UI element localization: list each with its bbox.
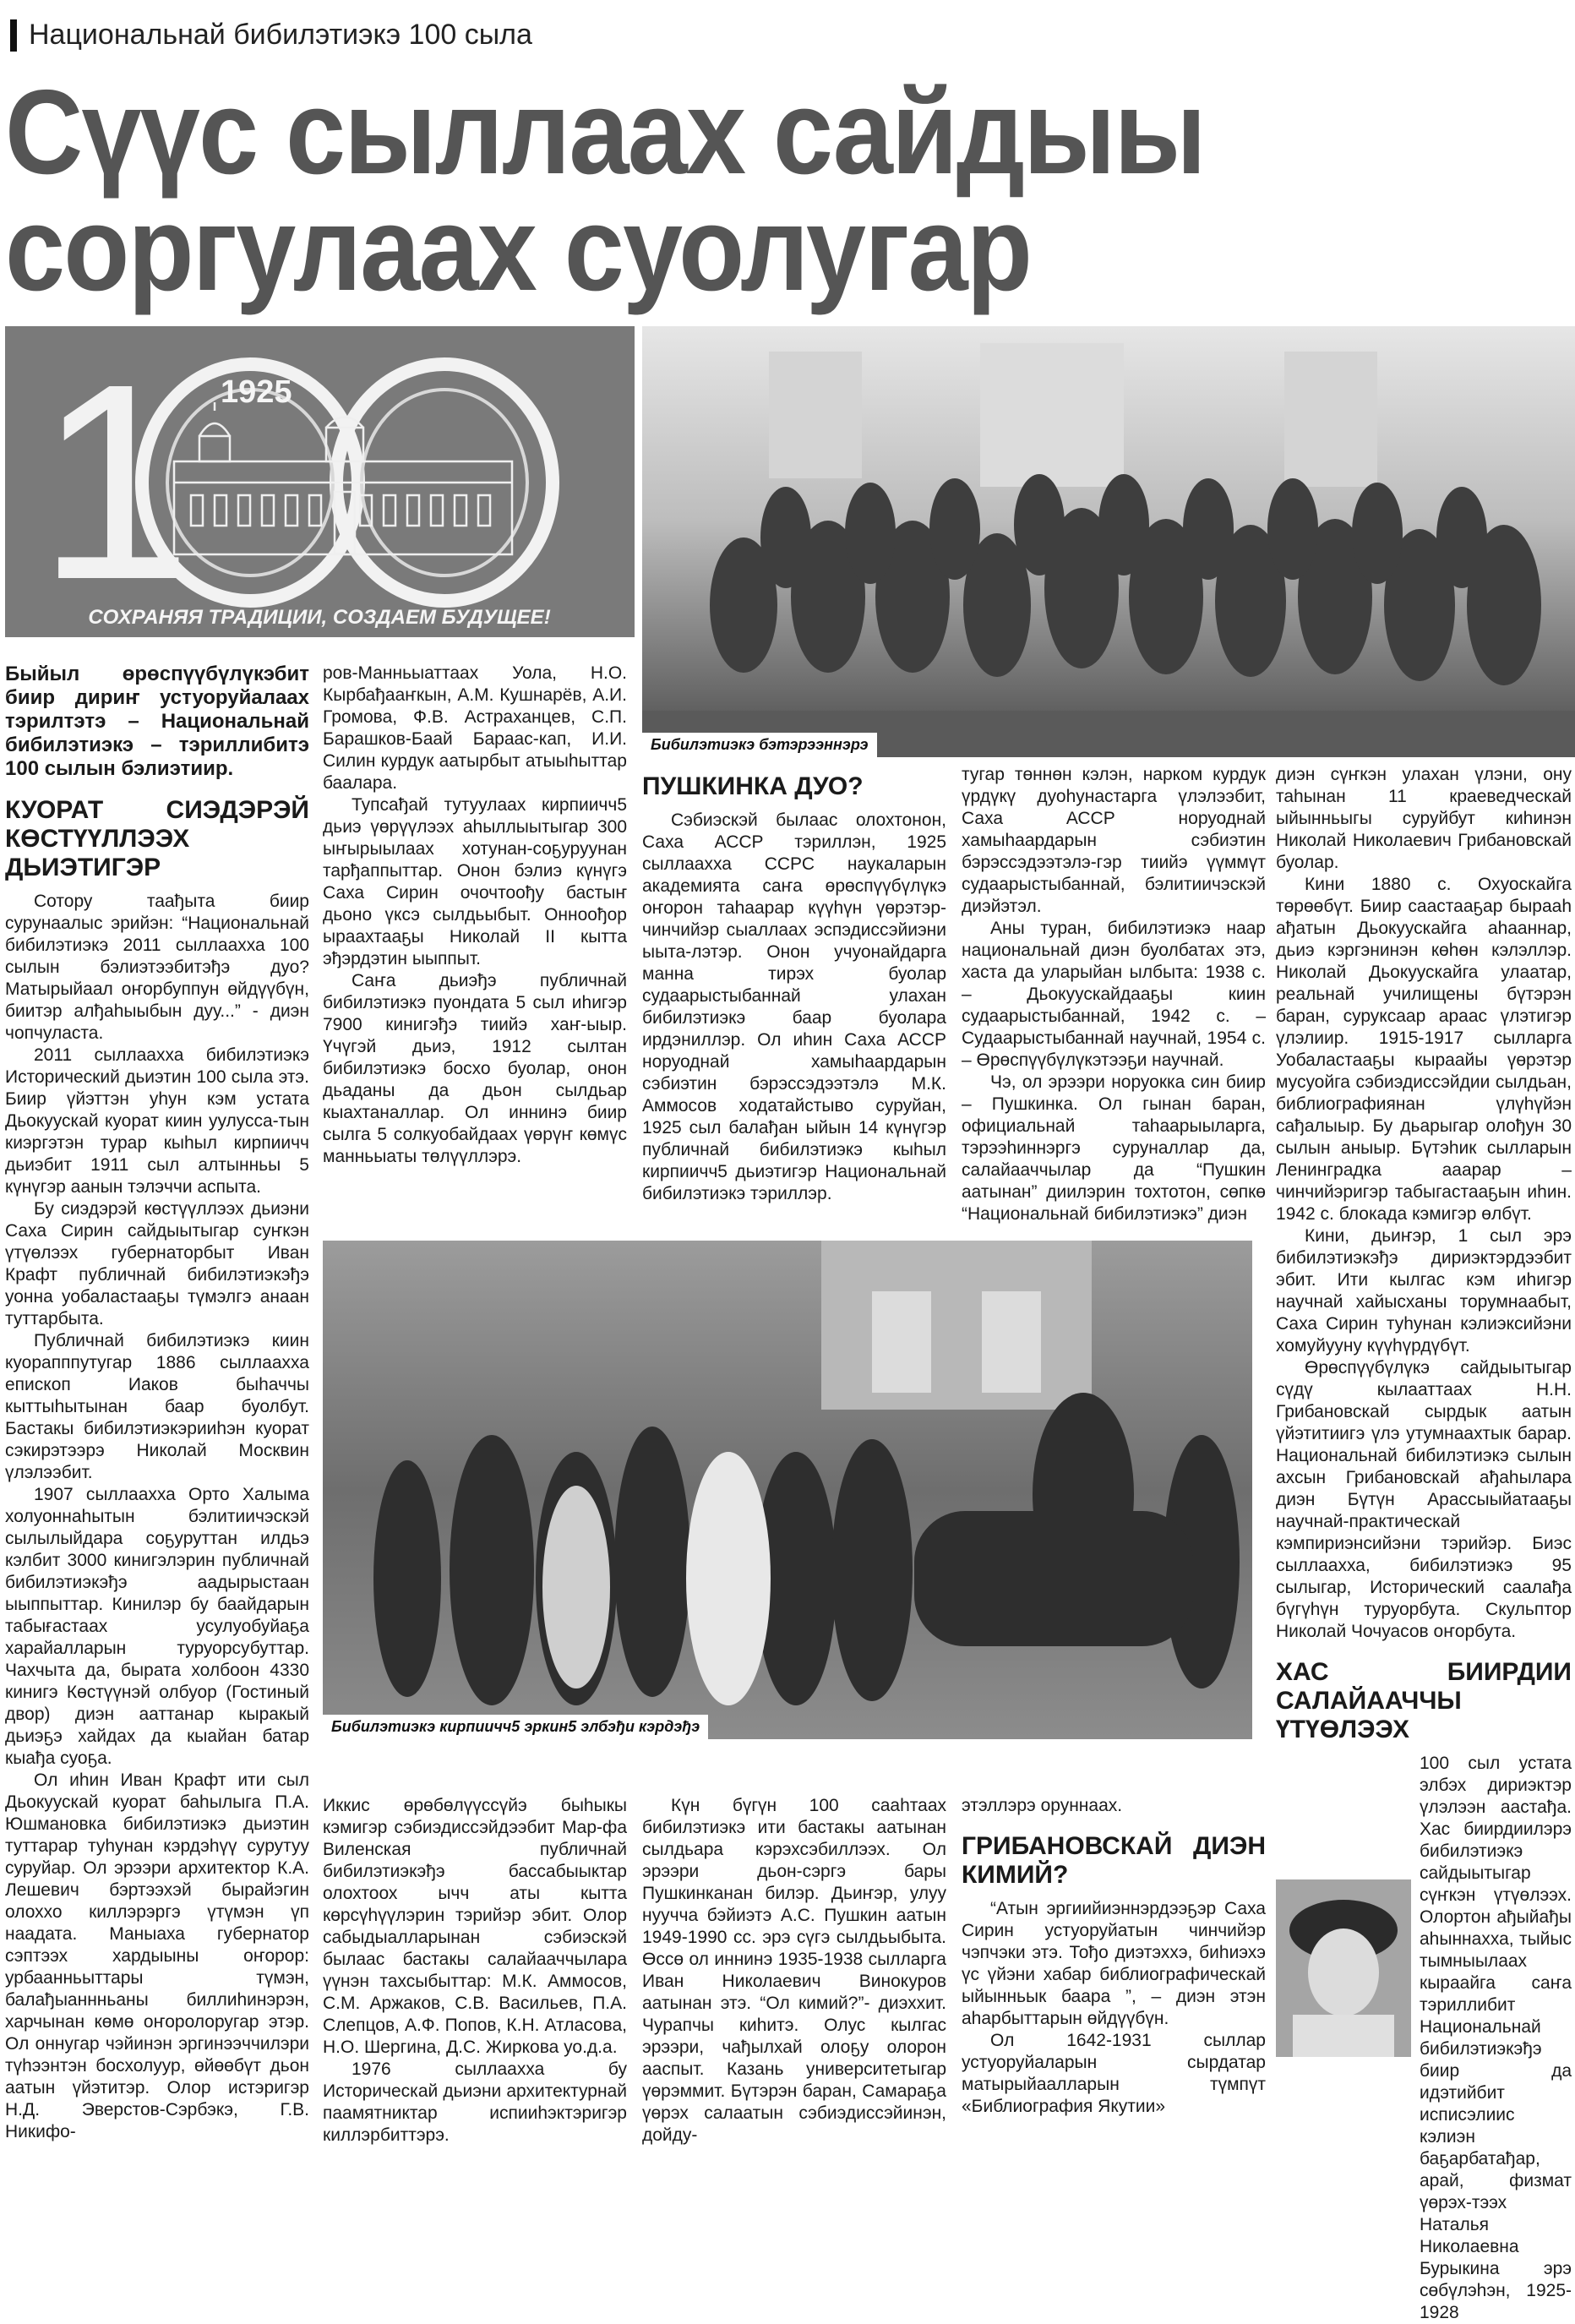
- paragraph: Публичнай бибилэтиэкэ киин куорапппутугар 1886 сыллаахха епископ Иаков быһаччы кыттыһытынан баар буолбут. Бастакы бибилэтиэкэрииһэн куорат сэкирэтээрэ Николай Москвин үлэлээбит.: [5, 1331, 309, 1482]
- article-column-3: [642, 772, 946, 2145]
- subheading-kuorat: КУОРАТ СИЭДЭРЭЙ КӨСТҮҮЛЛЭЭХ ДЬИЭТИГЭР: [5, 796, 309, 881]
- paragraph: 100 сыл устата элбэх дириэктэр үлэлээн аастађа. Хас биирдиилэрэ бибилэтиэкэ сайдыытыгар сүҥкэн үтүөлээх. Олортон ађыйађы аһыннахха, тыйыс тымныылаах кыраайга саҥа тэриллибит Национальнай бибилэтиэкэђэ биир да идэтийбит исписэлиис кэлиэн баҕарбатађар, арай, физмат үөрэх-тээх Наталья Николаевна Бурыкина эрэ сөбүлэһэн, 1925-1928: [1420, 1754, 1572, 2322]
- paragraph: диэн сүҥкэн улахан үлэни, ону таһынан 11 краеведческай ыйынньыгы суруйбут киһинэн Николай Николаевич Грибановскай буолар.: [1276, 765, 1572, 872]
- anniversary-logo: [5, 326, 635, 637]
- veterans-group-photo: [642, 326, 1575, 757]
- kicker-bar: [10, 19, 17, 52]
- group-photo-image: [642, 326, 1575, 757]
- paragraph: 1907 сыллаахха Орто Халыма холуоннаһытын бэлитиичэскэй сылылыйдара соҕуруттан илдьэ кэлбит 3000 кинигэлэрин публичнай бибилэтиэкэђэ аадырыстаан ыыппыттар. Кинилэр бу баайдарын табығастаах усулуобуйаҕа харайалларын туруорсубуттар. Чахчыта да, бырата холбоон 4330 кинигэ Көстүүнэй олбуор (Гостиный двор) диэн ааттанар кыракый дьиэҕэ хайдах да кыайан батар кыађа суоҕа.: [5, 1485, 309, 1768]
- paragraph: ров-Манньыаттаах Уола, Н.О. Кырбађааҥкын, А.М. Кушнарёв, А.И. Громова, Ф.В. Астраханцев, С.П. Барашков-Баай Бараас-кап, И.И. Силин курдук аатырбыт атыыһыттар баалара.: [323, 663, 627, 793]
- article-column-1: [5, 663, 309, 2143]
- logo-digit-one: 1: [37, 326, 193, 637]
- paragraph: Аны туран, бибилэтиэкэ наар национальнай диэн буолбатах этэ, хаста да уларыйан ылбыта: 1938 с. – Дьокуускайдааҕы киин судаарыстыбаннай, 1942 с. – Судаарыстыбаннай научнай, 1954 с. – Өрөспүүбүлүкэтээҕи научнай.: [962, 919, 1266, 1070]
- headline-line1: Сүүс сыллаах сайдыы: [5, 65, 1205, 199]
- paragraph: Бу сиэдэрэй көстүүллээх дьиэни Саха Сирин сайдыытыгар суҥкэн үтүөлээх губернаторбыт Иван Крафт публичнай бибилэтиэкэђэ уонна уобаластааҕы түмэлгэ анаан туттарбыта.: [5, 1199, 309, 1328]
- historic-photo-caption: Бибилэтиэкэ кирпиичч5 эркин5 элбэђи кэрдэђэ: [323, 1715, 708, 1739]
- paragraph: Кини, дьиҥэр, 1 сыл эрэ бибилэтиэкэђэ дириэктэрдээбит эбит. Ити кылгас кэм иһигэр научнай хайысханы торумнаабыт, Саха Сирин туһунан кэлиэксийэни хомуйууну күүһүрдүбүт.: [1276, 1226, 1572, 1356]
- section-kicker: [10, 19, 532, 52]
- historic-photo: [323, 1241, 1252, 1739]
- paragraph: Иккис өрөбөлүүссүйэ быһыкы кэмигэр сэбиэдиссэйдээбит Мар-фа Виленская публичнай бибилэтиэкэђэ бассабыыктар олохтоох ычч аты кытта көрсүһүүлэрин тэрийэр эбит. Олор сабыдыалларынан сэбиэскэй былаас бастакы салайааччылара үүнэн тахсыбыттар: М.К. Аммосов, С.М. Аржаков, С.В. Васильев, П.А. Слепцов, А.Ф. Попов, К.Н. Атласова, Н.О. Шергина, Д.С. Жиркова уо.д.а.: [323, 1796, 627, 2057]
- paragraph: 1976 сыллаахха бу Историческай дьиэни архитектурнай паамятниктар испииһэктэригэр киллэрбиттэрэ.: [323, 2059, 627, 2145]
- logo-slogan: СОХРАНЯЯ ТРАДИЦИИ, СОЗДАЕМ БУДУЩЕЕ!: [88, 606, 551, 629]
- paragraph: Күн бүгүн 100 сааһтаах бибилэтиэкэ ити бастакы аатынан сылдьара кэрэхсэбиллээх. Ол эрээри дьон-сэргэ бары Пушкинканан билэр. Дьиҥэр, улуу нуучча бэйиэтэ А.С. Пушкин аатын 1949-1990 сс. эрэ сүгэ сылдьыбыта. Өссө ол иннинэ 1935-1938 сылларга Иван Николаевич Винокуров аатынан этэ. “Ол кимий?”- диэххит. Чурапчы киһитэ. Олус кылгас эрээри, чађылхай олоҕу олорон ааспыт. Казань университетыгар үөрэммит. Бүтэрэн баран, Самараҕа үөрэх салаатын сэбиэдиссэйинэн, дойду-: [642, 1796, 946, 2145]
- paragraph: Тупсађай тутуулаах кирпиичч5 дьиэ үөрүүлээх аһыллыытыгар 300 ыҥырыылаах хотунан-соҕуруунан тарђаппыттар. Онон бэлиэ күнүгэ Саха Сирин очочтоођу бастыҥ дьоно үксэ сылдьыбыт. Онноођор ыраахтааҕы Николай II кытта эђэрдэтин ыыппыт.: [323, 795, 627, 968]
- headline: [5, 65, 1412, 316]
- paragraph: Өрөспүүбүлүкэ сайдыытыгар сүдү кылааттаах Н.Н. Грибановскай сырдык аатын үйэтитиигэ үлэ утумнаахтык барар. Национальнай бибилэтиэкэ сылын ахсын Грибановскай ађаһылара диэн Бүтүн Арассыыйатааҕы научнай-практическай кэмпириэнсийэни тэрийэр. Биэс сыллаахха, бибилэтиэкэ 95 сылыгар, Исторический саалађа бүгүһүн туруорбута. Скульптор Николай Чочуасов оҥорбута.: [1276, 1358, 1572, 1641]
- subheading-has-biirdii: ХАС БИИРДИИ САЛАЙААЧЧЫ ҮТҮӨЛЭЭХ: [1276, 1658, 1572, 1743]
- article-column-4: [962, 764, 1266, 2116]
- headline-line2: соргулаах суолугар: [5, 182, 1032, 316]
- paragraph: Ол 1642-1931 сыллар устуоруйаларын сырдатар матырыйаалларын түмпүт «Библиография Якутии»: [962, 2031, 1266, 2116]
- paragraph: тугар төннөн кэлэн, нарком курдук үрдүкү дуоһунастарга үлэлээбит, Саха АССР норуоднай хамыһаардарын сэбиэтин бэрэссэдээтэлэ-гэр тиийэ үүммүт судаарыстыбаннай, бэлитиичэскэй диэйэтэл.: [962, 765, 1266, 916]
- kicker-text: Национальнай бибилэтиэкэ 100 сыла: [29, 19, 532, 51]
- paragraph: Кини 1880 с. Охуоскайга төрөөбүт. Биир саастааҕар бырааһ ађатын Дьокуускайга аһааннар, дьиэ кэргэнинэн көһөн кэлэллэр. Николай Дьокуускайга улаатар, реальнай училищены бүтэрэн баран, суруксаар араас үлэтигэр үлэлиир. 1915-1917 сылларга Уобаластааҕы кыраайы үөрэтэр мусуойга сэбиэдиссэйдии сылдьан, библиографиянан үлүһүйэн сађалыыр. Бу дьарыгар олођун 30 сылын аныыр. Бүтэһик сылларын Ленинградка ааарар – чинчийэригэр табыгастааҕын иһин. 1942 с. блокада кэмигэр өлбүт.: [1276, 875, 1572, 1224]
- historic-photo-image: [323, 1241, 1252, 1739]
- paragraph: этэллэрэ оруннаах.: [962, 1796, 1123, 1815]
- paragraph: Сотору таађыта биир сурунаалыс эрийэн: “Национальнай бибилэтиэкэ 2011 сыллаахха 100 сылын бэлиэтээбитэђэ дуо? Матырыйаал оҥорбуппун өйдүүбүн, биитэр алђаһыыбын дуу...” - диэн чопчуласта.: [5, 892, 309, 1043]
- logo-year: 1925: [221, 374, 292, 410]
- anniversary-logo-graphic: [5, 326, 635, 637]
- article-column-5: [1276, 764, 1572, 2324]
- paragraph: Сэбиэскэй былаас олохтонон, Саха АССР тэриллэн, 1925 сыллаахха ССРС наукаларын академията саҥа өрөспүүбүлүкэ оҥорон таһаарар күүһүн үөрэтэр-чинчийэр сыаллаах эспэдиссэйиэни ыыта-лэтэр. Онон учуонайдарга манна тирэх буолар судаарыстыбаннай улахан бибилэтиэкэ баар буолара ирдэниллэр. Ол иһин Саха АССР норуоднай хамыһаардарын сэбиэтин бэрэссэдээтэлэ М.К. Аммосов ходатайстыво суруйан, 1925 сыл балађан ыйын 14 күнүгэр публичнай бибилэтиэкэ кыһыл кирпиичч5 дьиэтигэр Национальнай бибилэтиэкэ тэриллэр.: [642, 810, 946, 1203]
- subheading-gribanovskay: ГРИБАНОВСКАЙ ДИЭН КИМИЙ?: [962, 1832, 1266, 1889]
- lead-paragraph: Быйыл өрөспүүбүлүкэбит биир дириҥ устуоруйалаах тэрилтэтэ – Национальнай бибилэтиэкэ – тэриллибитэ 100 сылын бэлиэтиир.: [5, 663, 309, 780]
- subheading-pushkinka: ПУШКИНКА ДУО?: [642, 772, 864, 800]
- paragraph: Ол иһин Иван Крафт ити сыл Дьокуускай куорат баһылыга П.А. Юшмановка бибилэтиэкэ дьиэтин туттарар туһунан кэрдэһүү сурутуу суруйар. Ол эрээри архитектор К.А. Лешевич бэртээхэй бырайэгин олоххо киллэрэргэ үтүмэн үп наадата. Маныаха губернатор сэптээх хардыыны оҥорор: урбаанньыттары түмэн, балађыаннньаны биллиһинэрэн, харчынан көмө оҥоролоругар этэр. Ол оннугар чэйинэн эргинээччилэри түһээнтэн босхолуур, өйөөбүт дьон аатын үйэтитэр. Олор истэригэр Н.Д. Эверстов-Сэрбэкэ, Г.В. Никифо-: [5, 1770, 309, 2141]
- paragraph: 2011 сыллаахха бибилэтиэкэ Исторический дьиэтин 100 сыла этэ. Биир үйэттэн уһун кэм устата Дьокуускай куорат киин уулусса-тын киэргэтэн турар кыһыл кирпиичч дьиэбит 1911 сыл алтынньы 5 күнүгэр аанын тэлэччи аспыта.: [5, 1045, 309, 1197]
- paragraph: “Атын эргиийиэннэрдээҕэр Саха Сирин устуоруйатын чинчийэр чэпчэки этэ. Тођо диэтэххэ, биһиэхэ үс үйэни хабар библиографическай ыйынньык баара ”, – диэн этэн аһарбыттарын өйдүүбүн.: [962, 1899, 1266, 2028]
- paragraph: Чэ, ол эрээри норуокка син биир – Пушкинка. Ол гынан баран, официальнай таһаарыыларга, тэрээһиннэргэ суруналлар да, салайааччылар да “Пушкин аатынан” диилэрин тохтотон, сөпкө “Национальнай бибилэтиэкэ” диэн: [962, 1072, 1266, 1224]
- group-photo-caption: Бибилэтиэкэ бэтэрээннэрэ: [642, 733, 877, 757]
- paragraph: Саҥа дьиэђэ публичнай бибилэтиэкэ пуондата 5 сыл иһигэр 7900 кинигэђэ тиийэ хаҥ-ыыр. Үчүгэй дьиэ, 1912 сылтан бибилэтиэкэ босхо буолар, онон дьаданы да дьон сылдьар кыахтаналлар. Ол иннинэ биир сылга 5 солкуобайдаах үөрүҥ көмүс манньыаты төлүүллэрэ.: [323, 971, 627, 1166]
